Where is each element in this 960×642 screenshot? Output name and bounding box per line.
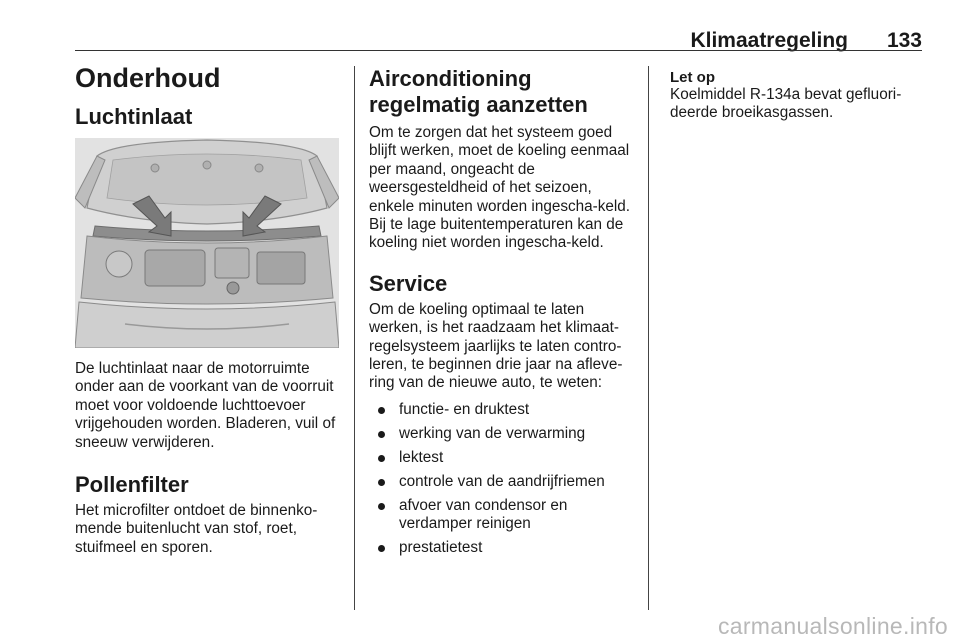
note-text: Koelmiddel R-134a bevat gefluori-deerde broeikasgassen.	[670, 86, 902, 122]
list-item-text: prestatietest	[399, 538, 483, 556]
bullet-icon	[378, 431, 385, 438]
note-label: Let op	[670, 69, 715, 86]
subheading-service: Service	[369, 270, 448, 296]
list-item-text: werking van de verwarming	[399, 424, 586, 442]
list-item-text: lektest	[399, 448, 444, 466]
bullet-icon	[378, 479, 385, 486]
page-number: 133	[886, 29, 922, 52]
bullet-icon	[378, 455, 385, 462]
list-item-text: functie- en druktest	[399, 400, 530, 418]
page-header-title: Klimaatregeling	[690, 29, 848, 52]
bullet-icon	[378, 503, 385, 510]
column-divider-1	[354, 66, 355, 610]
list-item	[369, 449, 634, 467]
bullet-icon	[378, 545, 385, 552]
bullet-icon	[378, 407, 385, 414]
column-left	[75, 62, 340, 557]
column-divider-2	[648, 66, 649, 610]
list-item	[369, 539, 634, 557]
airconditioning-paragraph: Om te zorgen dat het systeem goed blijft werken, moet de koeling eenmaal per maand, ongeacht de weersgesteldheid of het seizoen, enkele minuten worden ingescha-keld. Bij te lage buitentemperaturen kan de koeling niet worden ingescha-keld.	[369, 124, 631, 252]
pollenfilter-paragraph: Het microfilter ontdoet de binnenko-mende buitenlucht van stof, roet, stuifmeel en sporen.	[75, 502, 318, 556]
header-rule	[75, 50, 922, 51]
watermark-text: carmanualsonline.info	[717, 613, 948, 639]
list-item	[369, 425, 634, 443]
list-item	[369, 401, 634, 419]
column-middle	[369, 66, 634, 563]
list-item-text: afvoer van condensor en verdamper reinigen	[399, 496, 568, 532]
service-paragraph: Om de koeling optimaal te laten werken, is het raadzaam het klimaat-regelsysteem jaarlijks te laten contro-leren, te beginnen drie jaar na afleve-ring van de nieuwe auto, te weten:	[369, 300, 623, 392]
subheading-airconditioning: Airconditioning regelmatig aanzetten	[369, 66, 588, 117]
list-item	[369, 473, 634, 491]
engine-bay-illustration	[75, 138, 339, 348]
luchtinlaat-paragraph: De luchtinlaat naar de motorruimte onder aan de voorkant van de voorruit moet voor voldoende luchttoevoer vrijgehouden worden. Bladeren, vuil of sneeuw verwijderen.	[75, 360, 336, 451]
subheading-pollenfilter: Pollenfilter	[75, 472, 189, 498]
service-checklist	[369, 401, 634, 557]
column-right	[670, 69, 922, 123]
subheading-luchtinlaat: Luchtinlaat	[75, 104, 193, 129]
list-item-text: controle van de aandrijfriemen	[399, 472, 605, 490]
section-heading-onderhoud: Onderhoud	[75, 63, 221, 93]
list-item	[369, 497, 634, 534]
